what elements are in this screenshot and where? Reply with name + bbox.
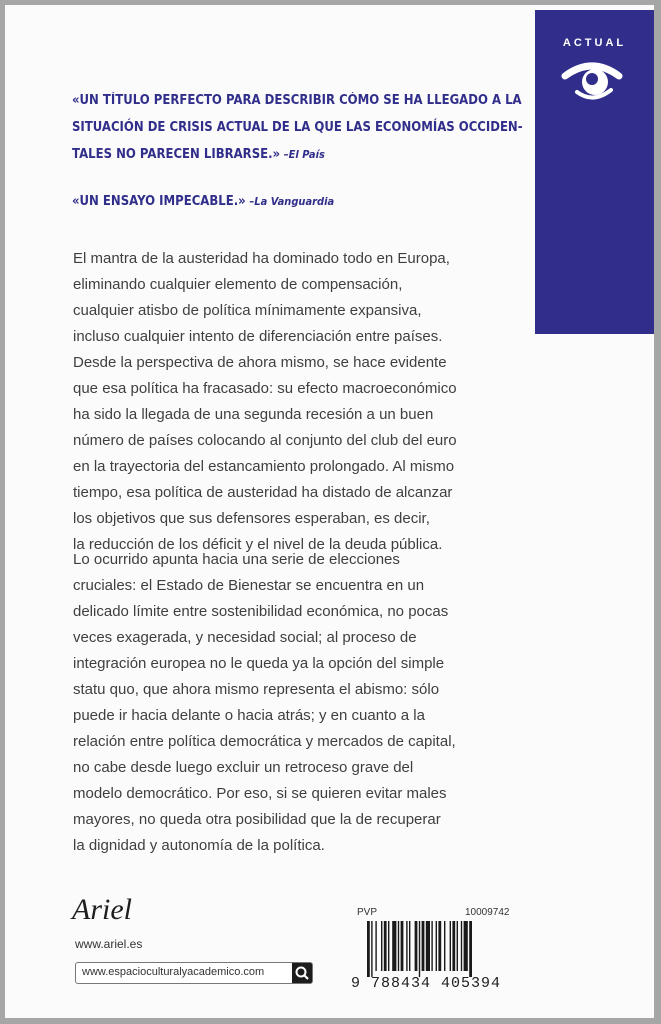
quote-source: –El País [283, 148, 325, 161]
barcode-bar [452, 921, 455, 971]
text-line: ha sido la llegada de una segunda recesión a un buen [73, 406, 434, 423]
barcode-bar [436, 921, 437, 971]
barcode-bar [450, 921, 451, 971]
text-line: delicado límite entre sostenibilidad económica, no pocas [73, 603, 449, 620]
barcode-bar [384, 921, 387, 971]
barcode-bar [464, 921, 468, 971]
text-line: cualquier atisbo de política mínimamente expansiva, [73, 302, 422, 319]
text-line: en la trayectoria del estancamiento prolongado. Al mismo [73, 458, 455, 475]
barcode-bar [457, 921, 458, 971]
barcode-bar [431, 921, 432, 971]
barcode-bar [381, 921, 382, 971]
quote-line-text: «UN ENSAYO IMPECABLE.» [72, 194, 246, 209]
text-line: relación entre política democrática y mercados de capital, [73, 733, 456, 750]
barcode-bar [438, 921, 441, 971]
text-line: que esa política ha fracasado: su efecto macroeconómico [73, 380, 457, 397]
search-url-text: www.espacioculturalyacademico.com [82, 966, 265, 978]
barcode-bar [406, 921, 407, 971]
barcode-bar [444, 921, 445, 971]
barcode-bar [461, 921, 462, 971]
barcode-bar [415, 921, 418, 971]
barcode-bar [371, 921, 372, 977]
barcode-bar [398, 921, 399, 971]
barcode [367, 921, 507, 977]
quote-line [72, 188, 334, 215]
quote-line-text: TALES NO PARECEN LIBRARSE.» [72, 147, 281, 162]
barcode-bar [367, 921, 370, 977]
search-icon[interactable] [292, 963, 312, 983]
text-line: no cabe desde luego excluir un retroceso grave del [73, 759, 414, 776]
barcode-bar [401, 921, 404, 971]
text-line: modelo democrático. Por eso, si se quieren evitar males [73, 785, 447, 802]
press-quote-el-pais [72, 87, 523, 168]
barcode-bar [426, 921, 430, 971]
text-line: El mantra de la austeridad ha dominado todo en Europa, [73, 250, 450, 267]
text-line: la reducción de los déficit y el nivel de la deuda pública. [73, 536, 443, 553]
barcode-bar [409, 921, 410, 971]
series-label: ACTUAL [562, 37, 627, 49]
text-line: la dignidad y autonomía de la política. [73, 837, 325, 854]
quote-line: SITUACIÓN DE CRISIS ACTUAL DE LA QUE LAS ECONOMÍAS OCCIDEN- [72, 120, 523, 135]
pvp-label: PVP [357, 907, 378, 918]
text-line: veces exagerada, y necesidad social; al proceso de [73, 629, 417, 646]
synopsis-paragraph-1 [73, 246, 553, 558]
barcode-bar [392, 921, 396, 971]
quote-line: «UN TÍTULO PERFECTO PARA DESCRIBIR CÓMO SE HA LLEGADO A LA [72, 93, 522, 108]
book-back-cover [5, 5, 654, 1018]
text-line: mayores, no queda otra posibilidad que la de recuperar [73, 811, 441, 828]
text-line: Desde la perspectiva de ahora mismo, se hace evidente [73, 354, 447, 371]
barcode-bar [422, 921, 425, 971]
isbn-number: 9 788434 405394 [351, 975, 502, 992]
text-line: puede ir hacia delante o hacia atrás; y en cuanto a la [73, 707, 425, 724]
text-line: número de países colocando al conjunto del club del euro [73, 432, 457, 449]
text-line: eliminando cualquier elemento de compensación, [73, 276, 403, 293]
press-quote-la-vanguardia [72, 188, 334, 215]
publisher-logo: Ariel [72, 893, 132, 926]
text-line: tiempo, esa política de austeridad ha distado de alcanzar [73, 484, 453, 501]
barcode-bar [469, 921, 472, 977]
quote-line [72, 141, 523, 168]
text-line: los objetivos que sus defensores esperaban, es decir, [73, 510, 430, 527]
publisher-website-link[interactable]: www.ariel.es [75, 937, 143, 951]
text-line: cruciales: el Estado de Bienestar se encuentra en un [73, 577, 425, 594]
barcode-bar [419, 921, 420, 977]
eye-icon [559, 54, 625, 102]
product-code: 10009742 [465, 907, 510, 918]
search-url-box[interactable] [75, 962, 313, 984]
text-line: Lo ocurrido apunta hacia una serie de elecciones [73, 551, 400, 568]
quote-source: –La Vanguardia [249, 195, 335, 208]
text-line: incluso cualquier intento de diferenciación entre países. [73, 328, 443, 345]
barcode-bar [375, 921, 376, 971]
text-line: integración europea no le queda ya la opción del simple [73, 655, 445, 672]
text-line: statu quo, que ahora mismo representa el abismo: sólo [73, 681, 440, 698]
barcode-bar [388, 921, 389, 971]
synopsis-paragraph-2 [73, 547, 553, 859]
